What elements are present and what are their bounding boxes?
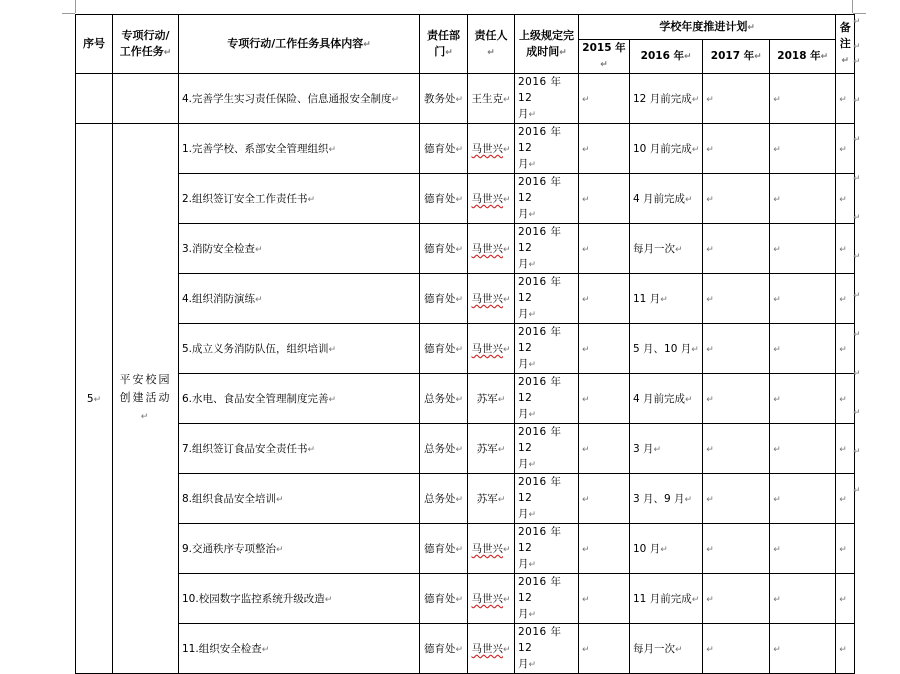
person-cell: 马世兴↵ (468, 524, 515, 574)
plan-2016-cell: 每月一次↵ (630, 224, 703, 274)
plan-2015-cell: ↵ (579, 174, 630, 224)
remark-cell: ↵ (836, 224, 855, 274)
dept-cell: 德育处↵ (420, 274, 468, 324)
table-row (76, 224, 855, 274)
crop-mark-top-left-vertical (75, 0, 76, 13)
plan-2017-cell: ↵ (703, 174, 770, 224)
deadline-cell: 2016 年 12 月↵ (515, 424, 579, 474)
content-cell: 9.交通秩序专项整治↵ (179, 524, 420, 574)
plan-2017-cell: ↵ (703, 624, 770, 674)
person-cell: 马世兴↵ (468, 574, 515, 624)
remark-cell: ↵ (836, 74, 855, 124)
dept-cell: 德育处↵ (420, 324, 468, 374)
plan-2017-cell: ↵ (703, 424, 770, 474)
person-cell: 马世兴↵ (468, 324, 515, 374)
person-cell: 苏军↵ (468, 474, 515, 524)
plan-2017-cell: ↵ (703, 324, 770, 374)
deadline-cell: 2016 年 12 月↵ (515, 374, 579, 424)
deadline-cell: 2016 年 12 月↵ (515, 274, 579, 324)
group-seq-cell: 5↵ (76, 124, 113, 674)
plan-2016-cell: 每月一次↵ (630, 624, 703, 674)
remark-cell: ↵ (836, 374, 855, 424)
crop-mark-top-left-horizontal (62, 13, 75, 14)
content-cell: 3.消防安全检查↵ (179, 224, 420, 274)
deadline-cell: 2016 年 12 月↵ (515, 224, 579, 274)
plan-2016-cell: 3 月↵ (630, 424, 703, 474)
content-cell: 7.组织签订食品安全责任书↵ (179, 424, 420, 474)
remark-cell: ↵ (836, 574, 855, 624)
plan-2015-cell: ↵ (579, 124, 630, 174)
plan-2017-cell: ↵ (703, 224, 770, 274)
plan-2015-cell: ↵ (579, 324, 630, 374)
header-year-2015: 2015 年↵ (579, 40, 630, 74)
person-cell: 马世兴↵ (468, 274, 515, 324)
plan-2018-cell: ↵ (770, 74, 836, 124)
plan-2017-cell: ↵ (703, 124, 770, 174)
plan-2015-cell: ↵ (579, 574, 630, 624)
plan-2015-cell: ↵ (579, 374, 630, 424)
paragraph-mark: ↵ (853, 290, 861, 301)
seq-cell (76, 74, 113, 124)
plan-2018-cell: ↵ (770, 474, 836, 524)
content-cell: 5.成立义务消防队伍，组织培训↵ (179, 324, 420, 374)
header-year-2016: 2016 年↵ (630, 40, 703, 74)
header-content: 专项行动/工作任务具体内容↵ (179, 15, 420, 74)
plan-2017-cell: ↵ (703, 474, 770, 524)
plan-2017-cell: ↵ (703, 74, 770, 124)
plan-2016-cell: 11 月前完成↵ (630, 574, 703, 624)
dept-cell: 总务处↵ (420, 474, 468, 524)
plan-2018-cell: ↵ (770, 224, 836, 274)
plan-2018-cell: ↵ (770, 624, 836, 674)
dept-cell: 德育处↵ (420, 124, 468, 174)
table-row (76, 324, 855, 374)
plan-2015-cell: ↵ (579, 624, 630, 674)
remark-cell: ↵ (836, 324, 855, 374)
crop-mark-top-right-vertical (852, 0, 853, 13)
plan-2016-cell: 4 月前完成↵ (630, 374, 703, 424)
plan-2016-cell: 11 月↵ (630, 274, 703, 324)
deadline-cell: 2016 年 12 月↵ (515, 624, 579, 674)
table-row (76, 74, 855, 124)
paragraph-mark: ↵ (853, 41, 861, 52)
header-deadline: 上级规定完成时间↵ (515, 15, 579, 74)
group-project-cell: 平安校园创建活动↵ (113, 124, 179, 674)
table-row (76, 424, 855, 474)
deadline-cell: 2016 年 12 月↵ (515, 574, 579, 624)
plan-2018-cell: ↵ (770, 374, 836, 424)
table-row (76, 274, 855, 324)
paragraph-mark: ↵ (853, 16, 861, 27)
table-row (76, 174, 855, 224)
plan-2017-cell: ↵ (703, 374, 770, 424)
dept-cell: 德育处↵ (420, 524, 468, 574)
plan-2017-cell: ↵ (703, 524, 770, 574)
content-cell: 6.水电、食品安全管理制度完善↵ (179, 374, 420, 424)
header-person: 责任人↵ (468, 15, 515, 74)
plan-2018-cell: ↵ (770, 574, 836, 624)
paragraph-mark: ↵ (853, 485, 861, 496)
dept-cell: 教务处↵ (420, 74, 468, 124)
paragraph-mark: ↵ (853, 446, 861, 457)
plan-2015-cell: ↵ (579, 274, 630, 324)
paragraph-mark: ↵ (853, 56, 861, 67)
school-plan-table (75, 14, 855, 674)
plan-2015-cell: ↵ (579, 224, 630, 274)
project-cell (113, 74, 179, 124)
dept-cell: 德育处↵ (420, 624, 468, 674)
plan-2016-cell: 10 月前完成↵ (630, 124, 703, 174)
deadline-cell: 2016 年 12 月↵ (515, 74, 579, 124)
paragraph-mark: ↵ (853, 251, 861, 262)
plan-2015-cell: ↵ (579, 74, 630, 124)
person-cell: 马世兴↵ (468, 224, 515, 274)
table-row (76, 124, 855, 174)
remark-cell: ↵ (836, 624, 855, 674)
plan-2015-cell: ↵ (579, 524, 630, 574)
dept-cell: 德育处↵ (420, 574, 468, 624)
plan-2018-cell: ↵ (770, 174, 836, 224)
deadline-cell: 2016 年 12 月↵ (515, 324, 579, 374)
content-cell: 10.校园数字监控系统升级改造↵ (179, 574, 420, 624)
paragraph-mark: ↵ (853, 329, 861, 340)
person-cell: 马世兴↵ (468, 624, 515, 674)
plan-2018-cell: ↵ (770, 324, 836, 374)
dept-cell: 德育处↵ (420, 174, 468, 224)
table-row (76, 574, 855, 624)
paragraph-mark: ↵ (853, 407, 861, 418)
person-cell: 马世兴↵ (468, 124, 515, 174)
table-row (76, 624, 855, 674)
header-dept: 责任部门↵ (420, 15, 468, 74)
deadline-cell: 2016 年 12 月↵ (515, 124, 579, 174)
paragraph-mark: ↵ (853, 212, 861, 223)
dept-cell: 总务处↵ (420, 424, 468, 474)
person-cell: 苏军↵ (468, 374, 515, 424)
plan-2015-cell: ↵ (579, 424, 630, 474)
plan-2018-cell: ↵ (770, 124, 836, 174)
remark-cell: ↵ (836, 124, 855, 174)
person-cell: 王生克↵ (468, 74, 515, 124)
plan-2016-cell: 3 月、9 月↵ (630, 474, 703, 524)
person-cell: 苏军↵ (468, 424, 515, 474)
paragraph-mark: ↵ (853, 368, 861, 379)
deadline-cell: 2016 年 12 月↵ (515, 174, 579, 224)
plan-2015-cell: ↵ (579, 474, 630, 524)
dept-cell: 总务处↵ (420, 374, 468, 424)
plan-2016-cell: 5 月、10 月↵ (630, 324, 703, 374)
content-cell: 1.完善学校、系部安全管理组织↵ (179, 124, 420, 174)
header-remark: 备注↵ (836, 15, 855, 74)
deadline-cell: 2016 年 12 月↵ (515, 524, 579, 574)
plan-2016-cell: 12 月前完成↵ (630, 74, 703, 124)
person-cell: 马世兴↵ (468, 174, 515, 224)
remark-cell: ↵ (836, 174, 855, 224)
table-row (76, 374, 855, 424)
header-plan-group: 学校年度推进计划↵ (579, 15, 836, 40)
remark-cell: ↵ (836, 424, 855, 474)
plan-2018-cell: ↵ (770, 424, 836, 474)
plan-2017-cell: ↵ (703, 574, 770, 624)
remark-cell: ↵ (836, 524, 855, 574)
paragraph-mark: ↵ (853, 173, 861, 184)
table-row (76, 474, 855, 524)
content-cell: 4.组织消防演练↵ (179, 274, 420, 324)
plan-2017-cell: ↵ (703, 274, 770, 324)
plan-2018-cell: ↵ (770, 524, 836, 574)
paragraph-mark: ↵ (853, 134, 861, 145)
remark-cell: ↵ (836, 474, 855, 524)
header-year-2018: 2018 年↵ (770, 40, 836, 74)
header-year-2017: 2017 年↵ (703, 40, 770, 74)
header-project: 专项行动/工作任务↵ (113, 15, 179, 74)
plan-2018-cell: ↵ (770, 274, 836, 324)
content-cell: 11.组织安全检查↵ (179, 624, 420, 674)
paragraph-mark: ↵ (853, 95, 861, 106)
plan-2016-cell: 10 月↵ (630, 524, 703, 574)
table-row (76, 524, 855, 574)
content-cell: 8.组织食品安全培训↵ (179, 474, 420, 524)
dept-cell: 德育处↵ (420, 224, 468, 274)
header-seq: 序号 (76, 15, 113, 74)
content-cell: 2.组织签订安全工作责任书↵ (179, 174, 420, 224)
deadline-cell: 2016 年 12 月↵ (515, 474, 579, 524)
remark-cell: ↵ (836, 274, 855, 324)
plan-2016-cell: 4 月前完成↵ (630, 174, 703, 224)
content-cell: 4.完善学生实习责任保险、信息通报安全制度↵ (179, 74, 420, 124)
